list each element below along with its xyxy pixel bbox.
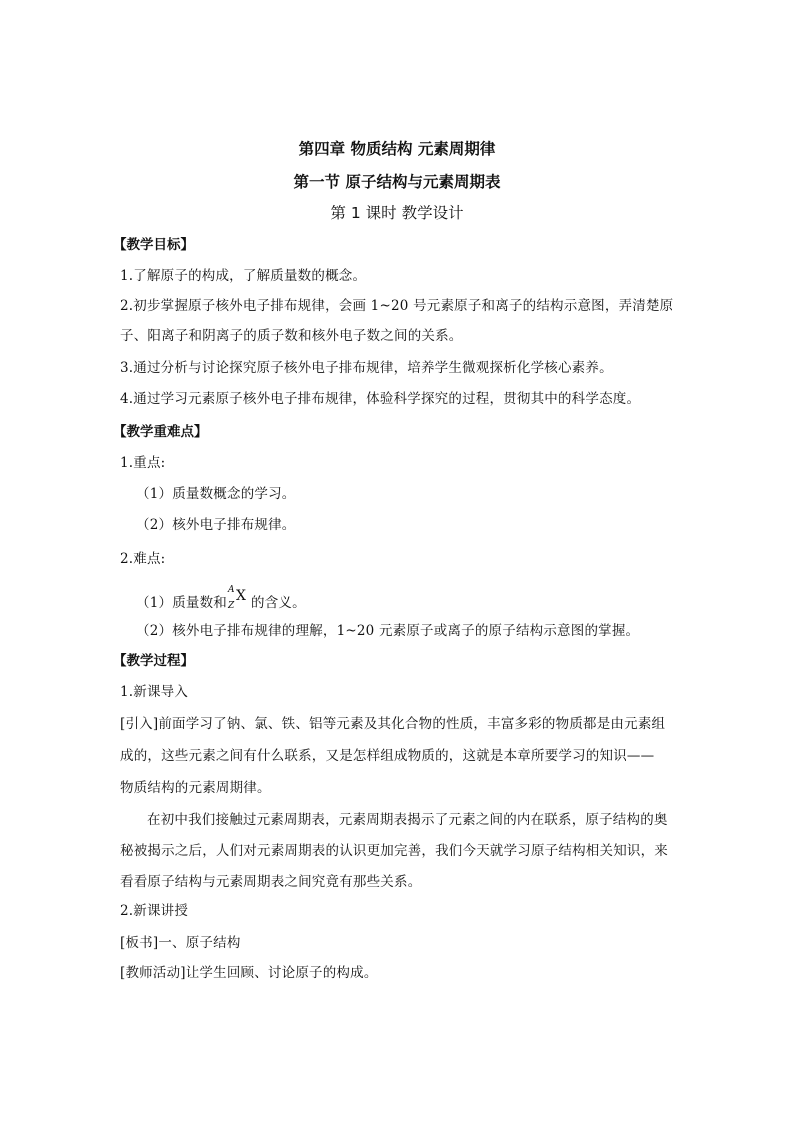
objectives-heading: 【教学目标】 (113, 237, 194, 253)
difficulty-label: 2.难点: (120, 551, 166, 567)
intro-line: [引入]前面学习了钠、氯、铁、铝等元素及其化合物的性质，丰富多彩的物质都是由元素组 (120, 716, 666, 732)
objective-item: 1.了解原子的构成，了解质量数的概念。 (120, 268, 367, 284)
paragraph-line: 秘被揭示之后，人们对元素周期表的认识更加完善，我们今天就学习原子结构相关知识，来 (120, 843, 668, 859)
objective-item: 2.初步掌握原子核外电子排布规律，会画 1~20 号元素原子和离子的结构示意图，弄清楚原 (120, 298, 674, 314)
objective-item: 4.通过学习元素原子核外电子排布规律，体验科学探究的过程，贯彻其中的科学态度。 (120, 391, 641, 407)
difficulty-item (136, 585, 306, 612)
section-title: 第一节 原子结构与元素周期表 (293, 173, 501, 191)
chapter-title: 第四章 物质结构 元素周期律 (298, 140, 496, 158)
atomic-number: Z (228, 601, 235, 611)
key-points-heading: 【教学重难点】 (113, 424, 208, 440)
lesson-title: 第 1 课时 教学设计 (330, 204, 464, 222)
difficulty-item-text: 的含义。 (251, 595, 306, 611)
mass-number: A (228, 585, 235, 595)
process-heading: 【教学过程】 (113, 653, 194, 669)
nuclide-notation (228, 585, 250, 611)
difficulty-item-text: （1）质量数和 (136, 595, 227, 611)
paragraph-line: 在初中我们接触过元素周期表，元素周期表揭示了元素之间的内在联系，原子结构的奥 (147, 812, 668, 828)
difficulty-item: （2）核外电子排布规律的理解，1~20 元素原子或离子的原子结构示意图的掌握。 (136, 623, 640, 639)
focus-item: （1）质量数概念的学习。 (136, 486, 296, 502)
step-label: 1.新课导入 (120, 684, 189, 700)
focus-item: （2）核外电子排布规律。 (136, 517, 296, 533)
intro-line: 物质结构的元素周期律。 (120, 780, 271, 796)
board-line: [板书]一、原子结构 (120, 935, 241, 951)
element-symbol: X (236, 588, 247, 604)
teacher-activity-line: [教师活动]让学生回顾、讨论原子的构成。 (120, 965, 378, 981)
objective-item-continued: 子、阳离子和阴离子的质子数和核外电子数之间的关系。 (120, 328, 463, 344)
paragraph-line: 看看原子结构与元素周期表之间究竟有那些关系。 (120, 874, 422, 890)
intro-line: 成的，这些元素之间有什么联系，又是怎样组成物质的，这就是本章所要学习的知识—— (120, 748, 655, 764)
objective-item: 3.通过分析与讨论探究原子核外电子排布规律，培养学生微观探析化学核心素养。 (120, 360, 613, 376)
step-label: 2.新课讲授 (120, 903, 189, 919)
focus-label: 1.重点: (120, 455, 166, 471)
